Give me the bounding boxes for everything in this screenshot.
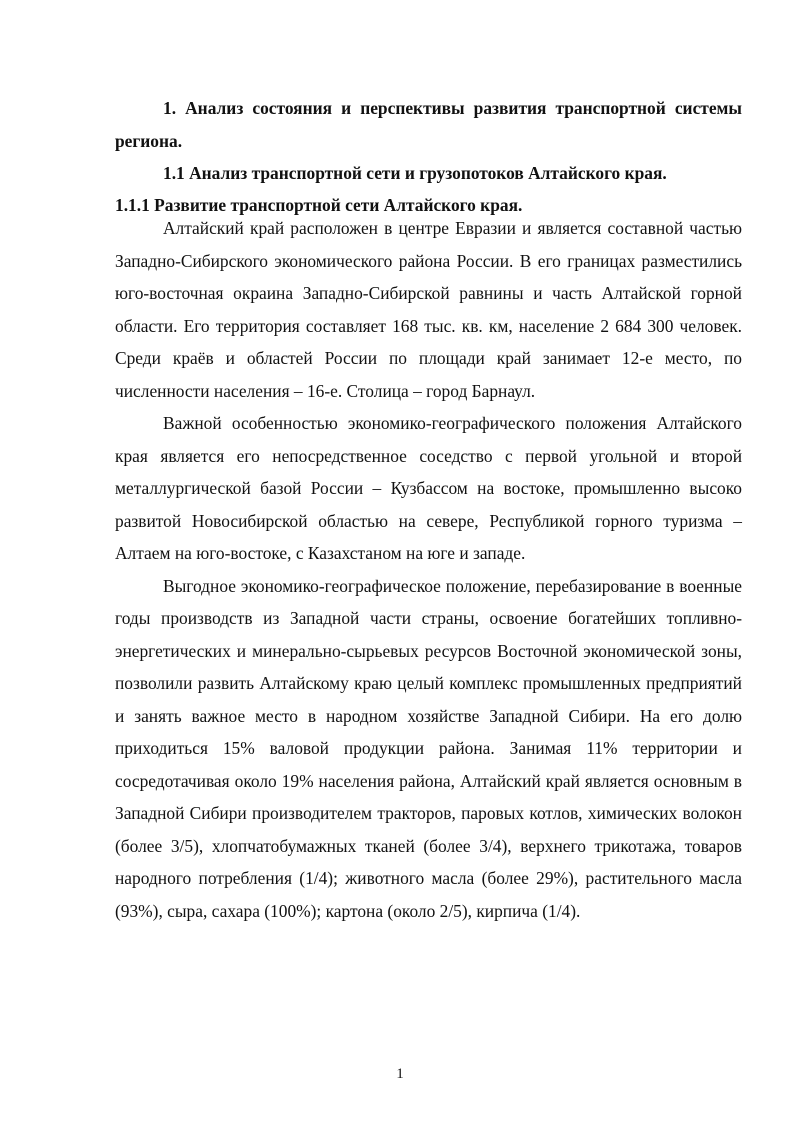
section-heading-level-3: 1.1.1 Развитие транспортной сети Алтайского края. — [115, 195, 523, 215]
section-heading-level-2: 1.1 Анализ транспортной сети и грузопотоков Алтайского края. — [163, 163, 667, 183]
body-text — [115, 212, 742, 927]
paragraph: Выгодное экономико-географическое положение, перебазирование в военные годы производств из Западной части страны, освоение богатейших топливно-энергетических и минерально-сырьевых ресурсов Восточной экономической зоны, позволили развить Алтайскому краю целый комплекс промышленных предприятий и занять важное место в народном хозяйстве Западной Сибири. На его долю приходиться 15% валовой продукции района. Занимая 11% территории и сосредотачивая около 19% населения района, Алтайский край является основным в Западной Сибири производителем тракторов, паровых котлов, химических волокон (более 3/5), хлопчатобумажных тканей (более 3/4), верхнего трикотажа, товаров народного потребления (1/4); животного масла (более 29%), растительного масла (93%), сыра, сахара (100%); картона (около 2/5), кирпича (1/4). — [115, 575, 742, 921]
paragraph: Алтайский край расположен в центре Евразии и является составной частью Западно-Сибирского экономического района России. В его границах разместились юго-восточная окраина Западно-Сибирской равнины и часть Алтайской горной области. Его территория составляет 168 тыс. кв. км, население 2 684 300 человек. Среди краёв и областей России по площади край занимает 12-е место, по численности населения – 16-е. Столица – город Барнаул. — [115, 218, 742, 401]
paragraph: Важной особенностью экономико-географического положения Алтайского края является его непосредственное соседство с первой угольной и второй металлургической базой России – Кузбассом на востоке, промышленно высоко развитой Новосибирской областью на севере, Республикой горного туризма – Алтаем на юго-востоке, с Казахстаном на юге и западе. — [115, 413, 742, 563]
section-heading-level-1: 1. Анализ состояния и перспективы развития транспортной системы региона. — [115, 98, 742, 151]
page-number: 1 — [396, 1066, 404, 1082]
